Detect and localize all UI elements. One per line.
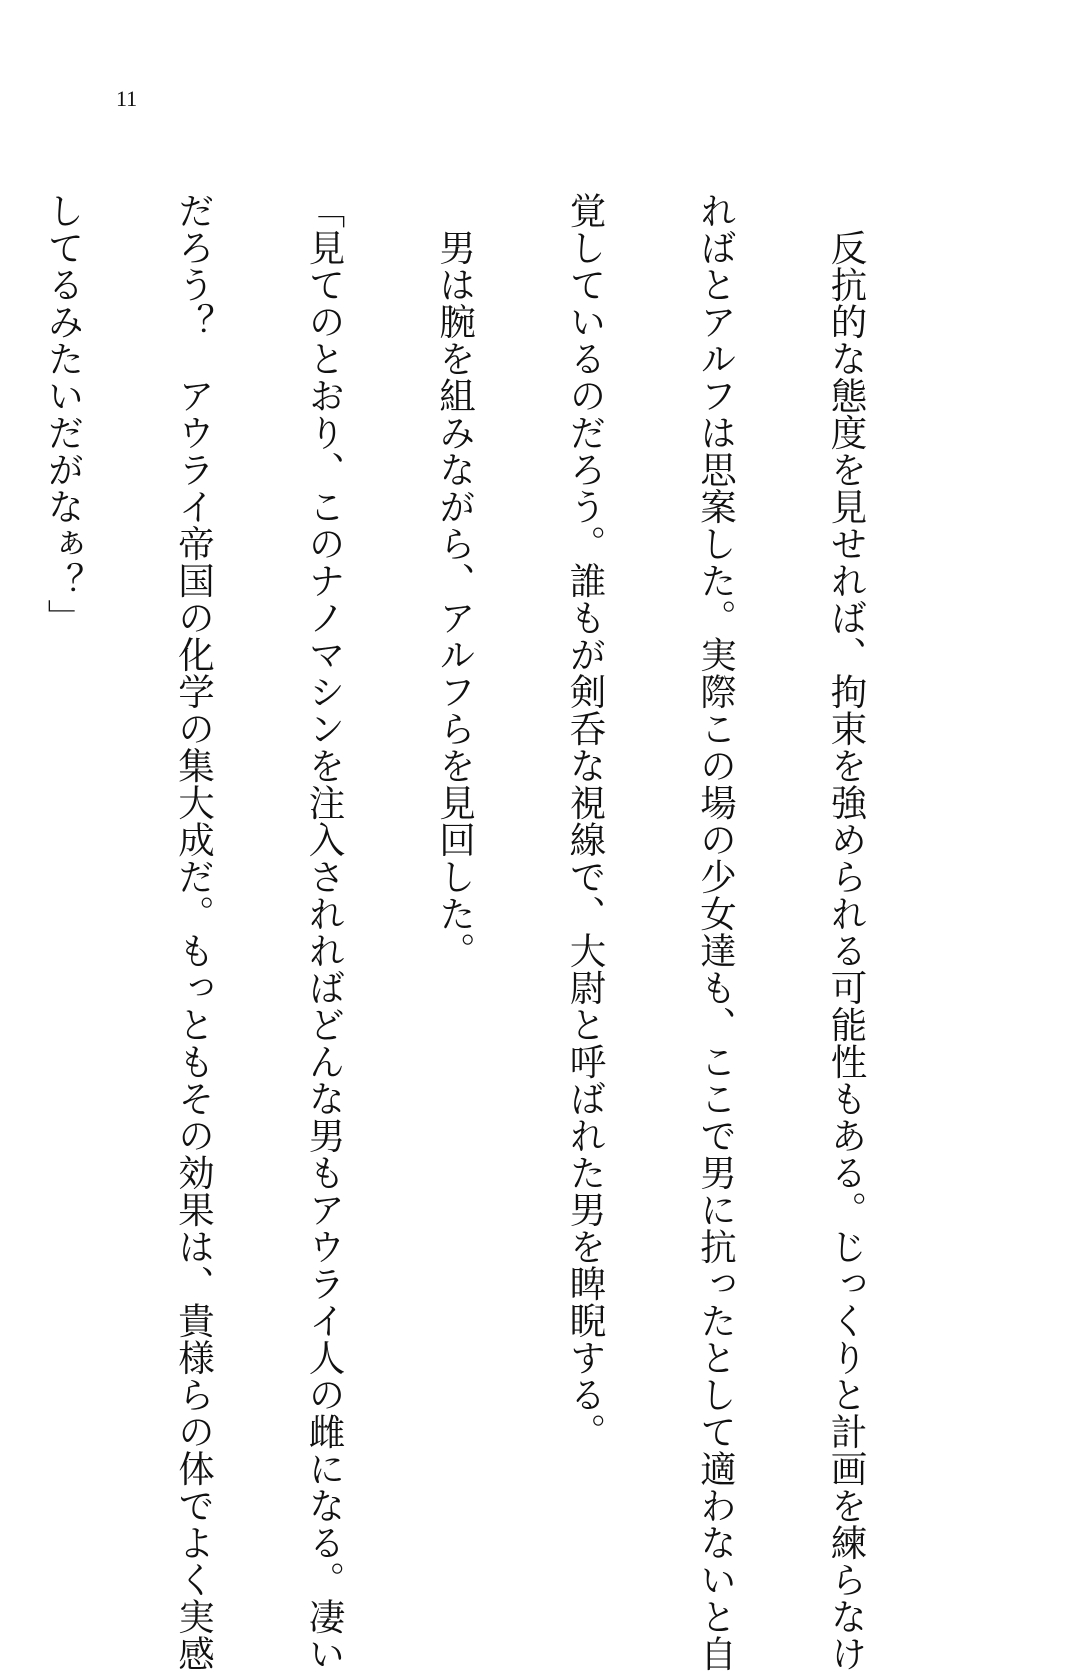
- vertical-text-block: [0, 192, 955, 1672]
- text-column: 反抗的な態度を見せれば、拘束を強められる可能性もある。じっくりと計画を練らなけ: [825, 192, 868, 1672]
- text-column: 男は腕を組みながら、アルフらを見回した。: [433, 192, 477, 969]
- text-column: 「見てのとおり、このナノマシンを注入されればどんな男もアウライ人の雌になる。凄い: [303, 192, 346, 1672]
- page-number: 11: [116, 86, 138, 111]
- text-column: してるみたいだがなぁ？」: [42, 192, 85, 636]
- text-column: ればとアルフは思案した。実際この場の少女達も、ここで男に抗ったとして適わないと自: [694, 192, 738, 1672]
- text-column: だろう？ アウライ帝国の化学の集大成だ。もっともその効果は、貴様らの体でよく実感: [172, 192, 216, 1672]
- text-column: 覚しているのだろう。誰もが剣呑な視線で、大尉と呼ばれた男を睥睨する。: [564, 192, 607, 1450]
